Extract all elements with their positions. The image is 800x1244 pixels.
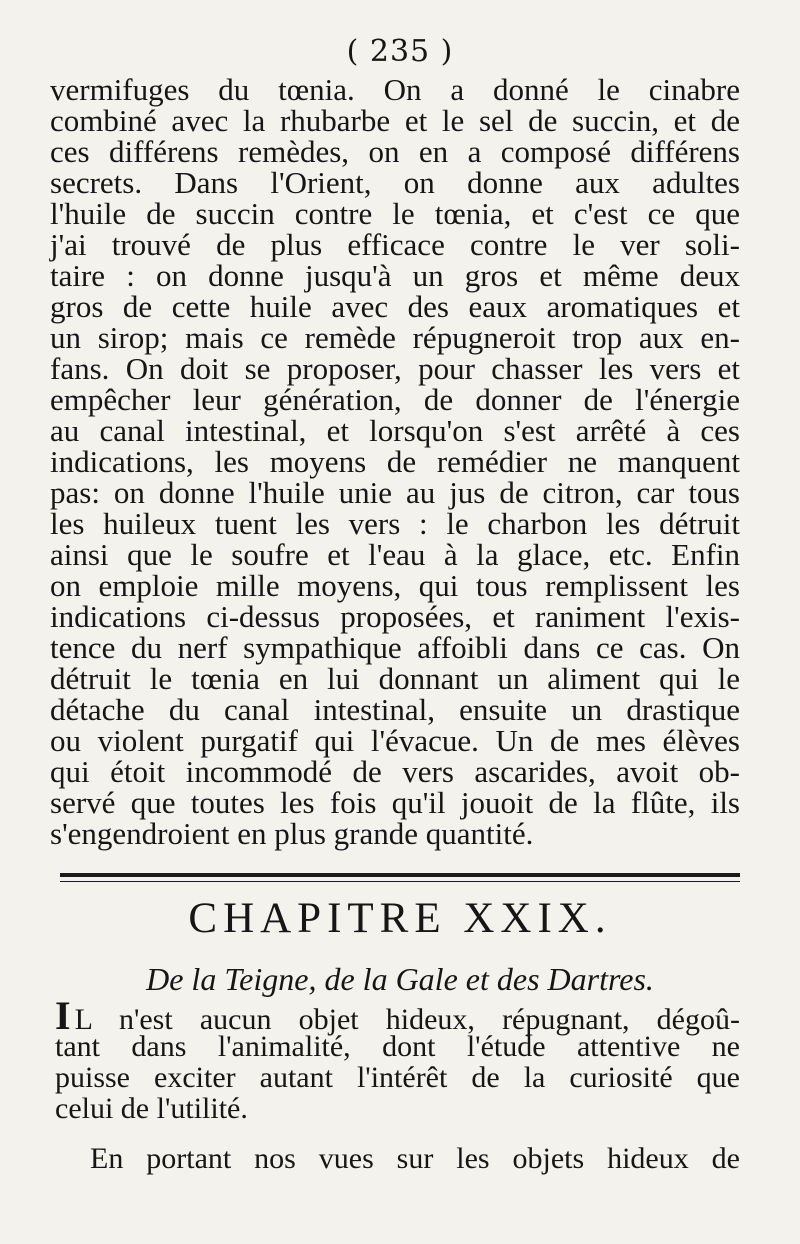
chapter-divider-thick [60,873,740,877]
text-line: ou violent purgatif qui l'évacue. Un de mes élèves [50,723,740,758]
text-line: celui de l'utilité. [55,1092,248,1125]
text-line: j'ai trouvé de plus efficace contre le ver soli- [50,227,740,262]
text-line: servé que toutes les fois qu'il jouoit de la flûte, ils [50,785,740,820]
page-number: ( 235 ) [346,34,454,69]
text-line: s'engendroient en plus grande quantité. [50,816,534,851]
text-line: fans. On doit se proposer, pour chasser les vers et [50,351,740,386]
text-line: taire : on donne jusqu'à un gros et même deux [50,258,740,293]
opening-line-text: L n'est aucun objet hideux, répugnant, dégoû- [74,1003,740,1036]
chapter-opening-text [55,993,740,1125]
text-line: indications, les moyens de remédier ne manquent [50,444,740,479]
body-text [50,74,740,849]
text-line: puisse exciter autant l'intérêt de la curiosité que [55,1061,740,1094]
text-line: un sirop; mais ce remède répugneroit trop aux en- [50,320,740,355]
text-line: qui étoit incommodé de vers ascarides, avoit ob- [50,754,740,789]
text-line: tence du nerf sympathique affoibli dans ce cas. On [50,630,740,665]
text-line: pas: on donne l'huile unie au jus de citron, car tous [50,475,740,510]
text-line: combiné avec la rhubarbe et le sel de succin, et de [50,103,740,138]
text-line: l'huile de succin contre le tœnia, et c'est ce que [50,196,740,231]
text-line: indications ci-dessus proposées, et raniment l'exis- [50,599,740,634]
text-line: vermifuges du tœnia. On a donné le cinabre [50,72,740,107]
text-line: ces différens remèdes, on en a composé différens [50,134,740,169]
chapter-title: CHAPITRE XXIX. [188,895,612,942]
opening-line [55,993,740,1038]
chapter-divider-thin [60,881,740,882]
text-line: ainsi que le soufre et l'eau à la glace, etc. Enfin [50,537,740,572]
text-line: les huileux tuent les vers : le charbon les détruit [50,506,740,541]
text-line: gros de cette huile avec des eaux aromatiques et [50,289,740,324]
drop-cap: I [55,993,71,1038]
paragraph-start-line: En portant nos vues sur les objets hideux de [90,1142,740,1175]
text-line: empêcher leur génération, de donner de l'énergie [50,382,740,417]
text-line: tant dans l'animalité, dont l'étude attentive ne [55,1030,740,1063]
text-line: au canal intestinal, et lorsqu'on s'est arrêté à ces [50,413,740,448]
text-line: détruit le tœnia en lui donnant un aliment qui le [50,661,740,696]
text-line: secrets. Dans l'Orient, on donne aux adultes [50,165,740,200]
chapter-subtitle: De la Teigne, de la Gale et des Dartres. [146,961,654,997]
text-line: on emploie mille moyens, qui tous remplissent les [50,568,740,603]
text-line: détache du canal intestinal, ensuite un drastique [50,692,740,727]
